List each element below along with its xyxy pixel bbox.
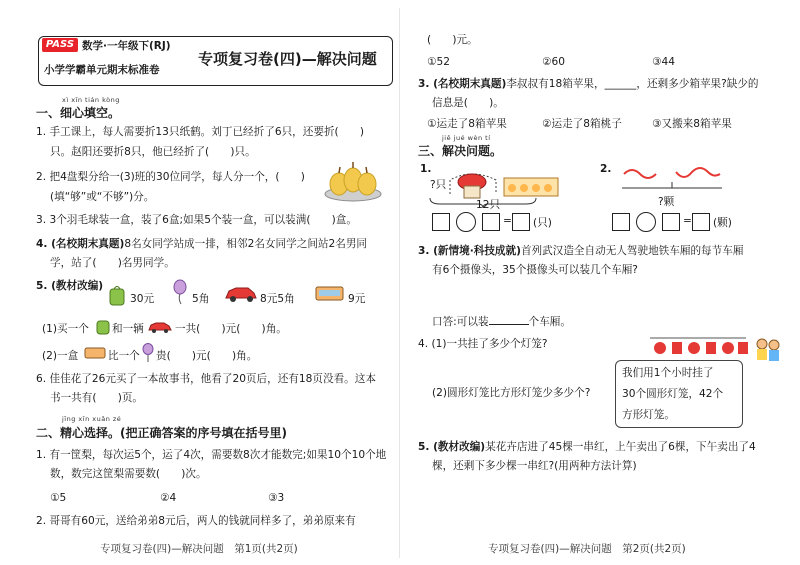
page-footer: 专项复习卷(四)—解决问题 第1页(共2页) xyxy=(100,543,298,555)
question-text: 3. 3个羽毛球装一盒，装了6盒;如果5个装一盒，可以装满( )盒。 xyxy=(36,214,357,226)
pears-plate-image xyxy=(323,160,383,202)
question-text: 2. 把4盘梨分给一(3)班的30位同学，每人分一个，( ) xyxy=(36,171,305,183)
unit-label: (颗) xyxy=(713,217,732,229)
bubble-text: 我们用1个小时挂了 xyxy=(622,367,714,379)
question-text: ( )元。 xyxy=(427,34,478,46)
bubble-text: 方形灯笼。 xyxy=(622,409,675,421)
problem-number: 2. xyxy=(600,163,612,175)
question-text xyxy=(418,244,743,258)
answer-line xyxy=(432,315,571,329)
question-text: 书一共有( )页。 xyxy=(50,392,144,404)
grade-label: 数学·一年级下(RJ) xyxy=(82,40,171,52)
problem-number: 1. xyxy=(420,163,432,175)
price-label: 5角 xyxy=(192,293,210,305)
question-text: (2)圆形灯笼比方形灯笼少多少个? xyxy=(432,387,591,399)
toy-car-icon xyxy=(224,284,258,304)
question-text xyxy=(418,440,756,454)
question-tag: 4. (名校期末真题) xyxy=(36,238,125,250)
unknown-label: ?颗 xyxy=(658,196,675,208)
section-title: 二、精心选择。(把正确答案的序号填在括号里) xyxy=(36,426,287,440)
question-text: 6. 佳佳花了26元买了一本故事书，他看了20页后，还有18页没看。这本 xyxy=(36,373,376,385)
answer-suffix: 个车厢。 xyxy=(528,316,571,328)
question-text: (填“够”或“不够”)分。 xyxy=(50,191,155,203)
question-text: 贵( )元( )角。 xyxy=(156,350,258,362)
option-text: ①52 xyxy=(427,56,450,68)
schoolbag-icon xyxy=(108,284,126,306)
pencil-box-icon xyxy=(84,346,106,360)
option-text: ②运走了8箱桃子 xyxy=(542,118,622,130)
section-title: 三、解决问题。 xyxy=(418,144,503,158)
answer-box[interactable] xyxy=(662,213,680,231)
option-text: ①5 xyxy=(50,492,67,504)
question-text: 2. 哥哥有60元，送给弟弟8元后，两人的钱就同样多了，弟弟原来有 xyxy=(36,515,356,527)
balloon-icon xyxy=(172,279,188,305)
answer-box[interactable] xyxy=(512,213,530,231)
question-body: 首列武汉造全自动无人驾驶地铁车厢的每节车厢 xyxy=(520,245,744,257)
answer-blank[interactable] xyxy=(489,315,529,325)
answer-box[interactable] xyxy=(612,213,630,231)
candy-groups-image xyxy=(620,164,724,194)
question-body: 8名女同学站成一排，相邻2名女同学之间站2名男同 xyxy=(124,238,368,250)
price-label: 9元 xyxy=(348,293,366,305)
answer-box[interactable] xyxy=(692,213,710,231)
question-text: 和一辆 xyxy=(112,323,144,335)
question-text xyxy=(36,237,367,251)
option-text: ③又搬来8箱苹果 xyxy=(652,118,732,130)
schoolbag-icon xyxy=(96,317,110,335)
balloon-icon xyxy=(142,343,154,363)
question-body: 某花卉店进了45棵一串红，上午卖出了6棵，下午卖出了4 xyxy=(485,441,756,453)
question-text: 4. (1)一共挂了多少个灯笼? xyxy=(418,338,548,350)
unknown-label: ?只 xyxy=(430,179,447,191)
option-text: ①运走了8箱苹果 xyxy=(427,118,507,130)
question-text: (1)买一个 xyxy=(42,323,89,335)
question-tag: 5. (教材改编) xyxy=(418,441,486,453)
question-text: 信息是( )。 xyxy=(432,97,504,109)
question-text: 棵，还剩下多少棵一串红?(用两种方法计算) xyxy=(432,460,637,472)
question-tag: 3. (名校期末真题) xyxy=(418,78,507,90)
operator-circle[interactable] xyxy=(636,212,656,232)
operator-circle[interactable] xyxy=(456,212,476,232)
option-text: ③3 xyxy=(268,492,285,504)
pinyin: jiě jué wèn tí xyxy=(442,134,491,142)
question-text: 1. 手工课上，每人需要折13只纸鹤。刘丁已经折了6只，还要折( ) xyxy=(36,126,364,138)
pinyin: xì xīn tián kòng xyxy=(62,96,120,104)
unit-label: (只) xyxy=(533,217,552,229)
question-tag: 3. (新情境·科技成就) xyxy=(418,245,521,257)
answer-box[interactable] xyxy=(432,213,450,231)
bubble-text: 30个圆形灯笼，42个 xyxy=(622,388,724,400)
equals-sign: = xyxy=(503,215,512,227)
pinyin: jīng xīn xuǎn zé xyxy=(62,415,122,423)
question-text xyxy=(418,77,759,91)
toy-car-icon xyxy=(148,320,172,334)
question-text: (2)一盒 xyxy=(42,350,79,362)
question-text: 只。赵阳还要折8只，他已经折了( )只。 xyxy=(50,146,256,158)
pencil-box-icon xyxy=(315,284,345,302)
option-text: ③44 xyxy=(652,56,675,68)
question-text: 有6个摄像头，35个摄像头可以装几个车厢? xyxy=(432,264,638,276)
option-text: ②60 xyxy=(542,56,565,68)
question-text: 比一个 xyxy=(108,350,140,362)
total-label: 12只 xyxy=(476,199,501,211)
answer-prefix: 口答:可以装 xyxy=(432,316,489,328)
question-tag: 5. (教材改编) xyxy=(36,280,104,292)
equals-sign: = xyxy=(683,215,692,227)
question-text: 学，站了( )名男同学。 xyxy=(50,257,175,269)
question-text: 1. 有一筐梨，每次运5个，运了4次，需要数8次才能数完;如果10个10个地 xyxy=(36,449,387,461)
question-text: 一共( )元( )角。 xyxy=(175,323,287,335)
price-label: 30元 xyxy=(130,293,155,305)
answer-box[interactable] xyxy=(482,213,500,231)
question-body: 李叔叔有18箱苹果，______，还剩多少箱苹果?缺少的 xyxy=(506,78,759,90)
pass-logo: PASS xyxy=(42,38,78,52)
section-title: 一、细心填空。 xyxy=(36,106,121,120)
option-text: ②4 xyxy=(160,492,177,504)
price-label: 8元5角 xyxy=(260,293,295,305)
page-title: 专项复习卷(四)—解决问题 xyxy=(198,50,377,68)
page-footer: 专项复习卷(四)—解决问题 第2页(共2页) xyxy=(488,543,686,555)
subtitle: 小学学霸单元期末标准卷 xyxy=(44,64,160,76)
question-text: 数，数完这筐梨需要数( )次。 xyxy=(50,468,207,480)
